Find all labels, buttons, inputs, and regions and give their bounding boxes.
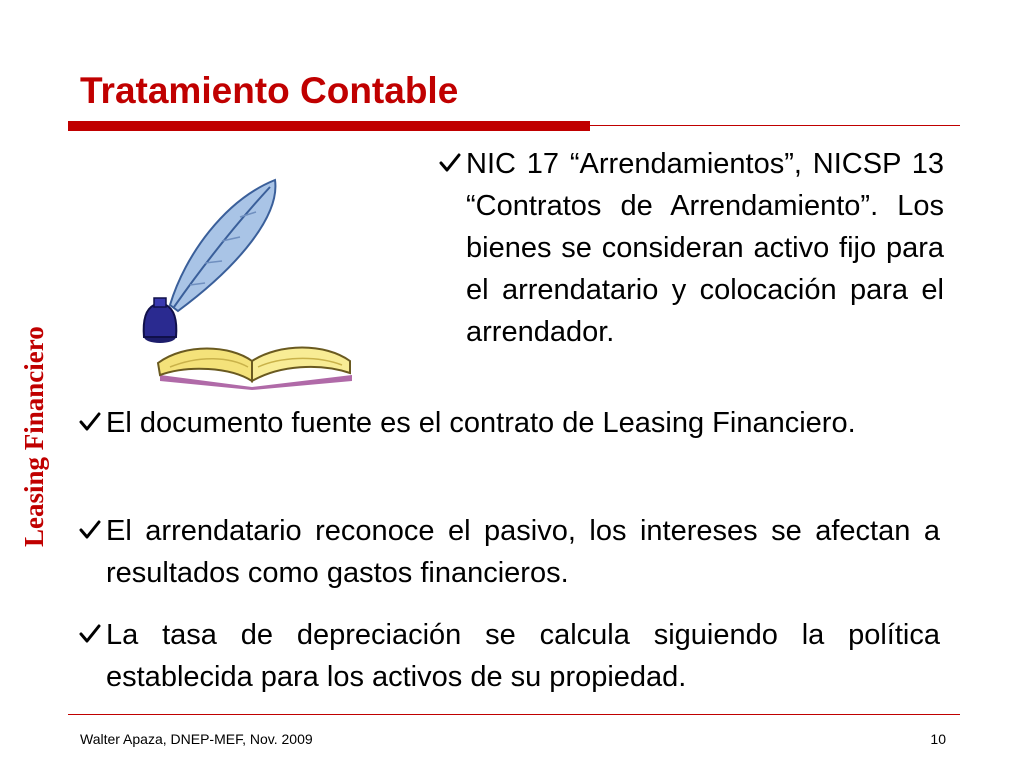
slide-title: Tratamiento Contable <box>80 70 459 111</box>
bullet-item <box>78 402 940 444</box>
footer-author: Walter Apaza, DNEP-MEF, Nov. 2009 <box>80 731 313 747</box>
bullet-text: El documento fuente es el contrato de Leasing Financiero. <box>106 407 856 439</box>
title-underline-rule <box>590 125 960 126</box>
side-label: Leasing Financiero <box>19 326 49 547</box>
checkmark-icon <box>438 143 464 175</box>
title-underline-bar <box>68 121 590 131</box>
checkmark-icon <box>78 510 104 542</box>
footer-rule <box>68 714 960 715</box>
bullet-item <box>78 614 940 698</box>
bullet-item <box>438 143 944 353</box>
bullet-text: La tasa de depreciación se calcula siguiendo la política establecida para los activos de su propiedad. <box>106 619 940 693</box>
bullet-text: NIC 17 “Arrendamientos”, NICSP 13 “Contratos de Arrendamiento”. Los bienes se consideran activo fijo para el arrendatario y colocación para el arrendador. <box>466 148 944 348</box>
bullet-item <box>78 510 940 594</box>
checkmark-icon <box>78 402 104 434</box>
quill-inkwell-book-icon <box>130 175 370 390</box>
page-number: 10 <box>930 731 946 747</box>
bullet-text: El arrendatario reconoce el pasivo, los intereses se afectan a resultados como gastos financieros. <box>106 515 940 589</box>
checkmark-icon <box>78 614 104 646</box>
